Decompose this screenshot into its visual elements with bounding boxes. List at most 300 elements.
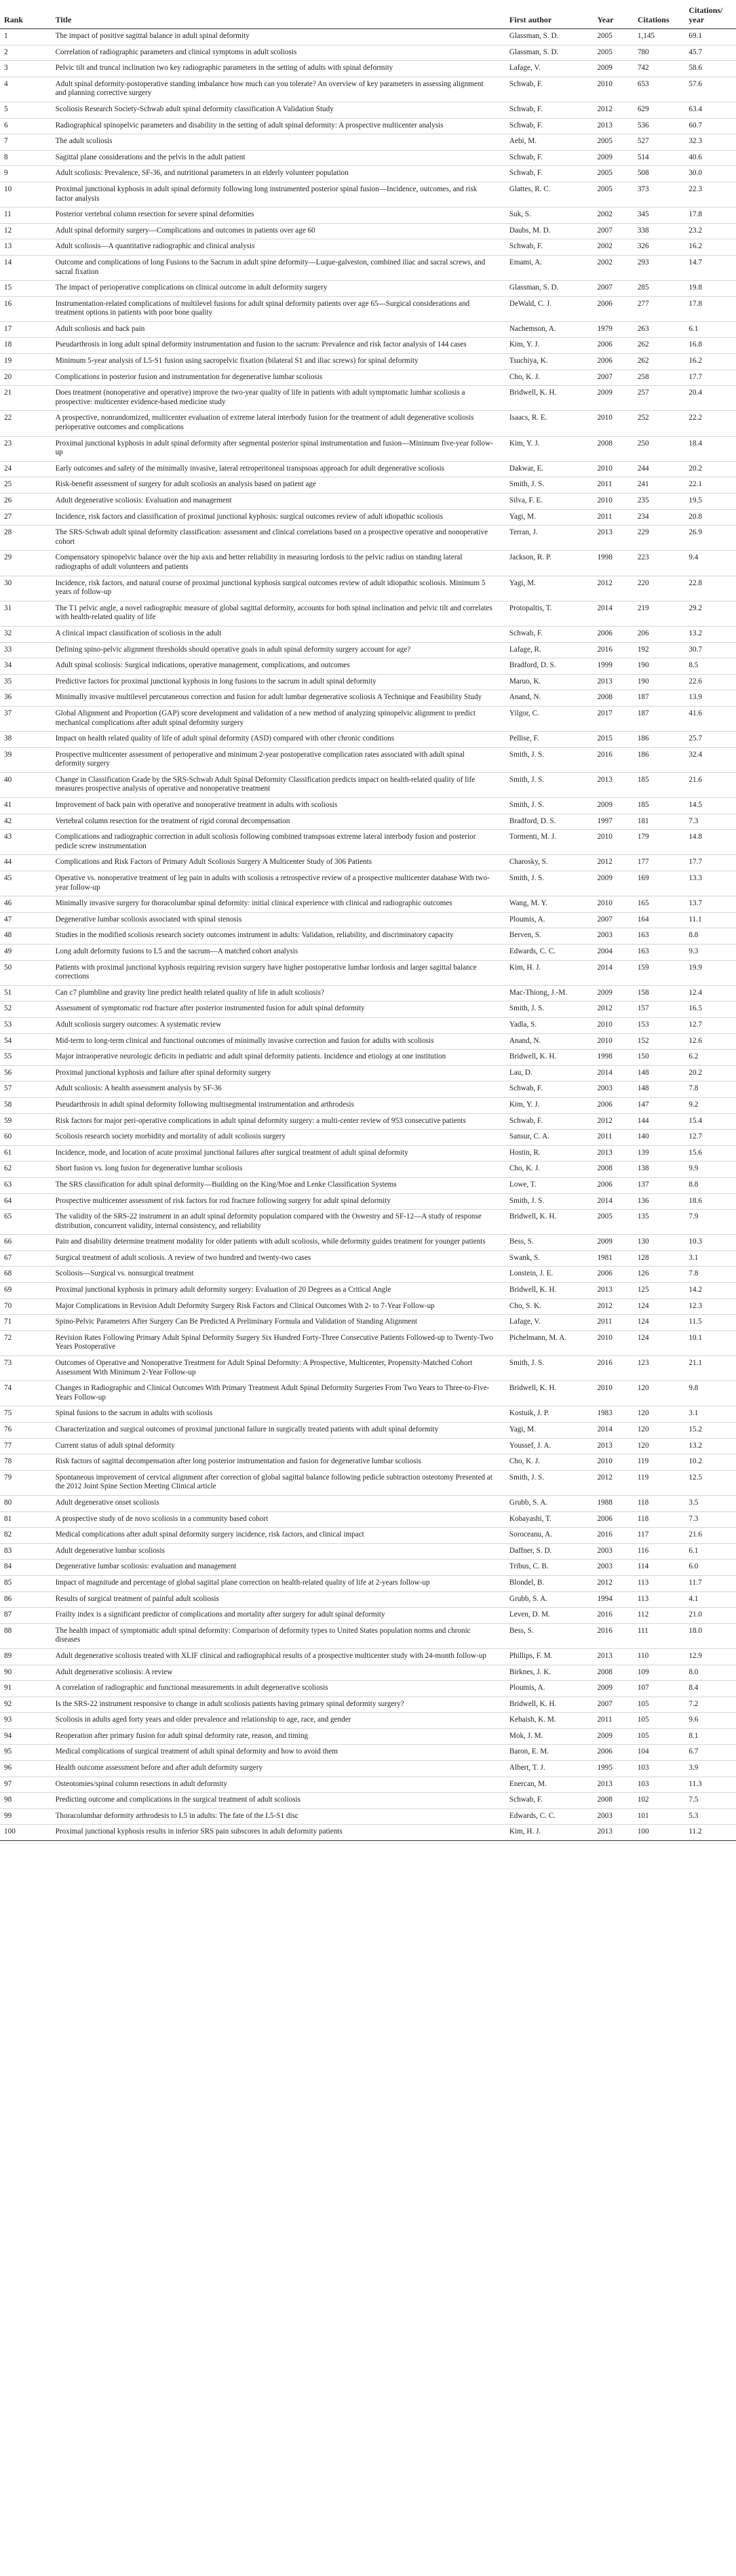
- table-row: [0, 182, 736, 207]
- title-cell: Health outcome assessment before and after adult deformity surgery: [52, 1761, 505, 1777]
- title-cell: Spontaneous improvement of cervical alignment after correction of global sagittal balance following pedicle subtraction osteotomy Presented at the 2012 Joint Spine Section Meeting Clinical article: [52, 1470, 505, 1495]
- citations-cell: 150: [634, 1050, 685, 1066]
- year-cell: 2012: [593, 855, 633, 871]
- title-cell: Adult spinal scoliosis: Surgical indications, operative management, complications, and outcomes: [52, 658, 505, 675]
- title-cell: Complications in posterior fusion and instrumentation for degenerative lumbar scoliosis: [52, 370, 505, 386]
- table-row: [0, 1113, 736, 1130]
- year-cell: 2003: [593, 1808, 633, 1825]
- table-row: [0, 1193, 736, 1210]
- first-author-cell: Glassman, S. D.: [505, 45, 594, 61]
- first-author-cell: Schwab, F.: [505, 150, 594, 166]
- first-author-cell: Lowe, T.: [505, 1177, 594, 1193]
- title-cell: Predictive factors for proximal junctional kyphosis in long fusions to the sacrum in adult spinal deformity: [52, 674, 505, 690]
- table-row: [0, 1162, 736, 1178]
- table-row: [0, 1097, 736, 1113]
- citations-cell: 119: [634, 1470, 685, 1495]
- year-cell: 2009: [593, 1681, 633, 1697]
- title-cell: Adult spinal deformity surgery—Complications and outcomes in patients over age 60: [52, 223, 505, 239]
- citations-per-year-cell: 14.2: [684, 1283, 736, 1299]
- rank-cell: 23: [0, 436, 52, 461]
- table-row: [0, 1250, 736, 1267]
- year-cell: 2008: [593, 436, 633, 461]
- table-row: [0, 732, 736, 748]
- year-cell: 2014: [593, 1423, 633, 1439]
- rank-cell: 68: [0, 1267, 52, 1283]
- year-cell: 2010: [593, 1330, 633, 1355]
- table-row: [0, 239, 736, 256]
- table-row: [0, 1330, 736, 1355]
- table-row: [0, 1470, 736, 1495]
- header-citations-per-year: Citations/ year: [684, 3, 736, 29]
- title-cell: A correlation of radiographic and functional measurements in adult degenerative scoliosis: [52, 1681, 505, 1697]
- citations-cell: 536: [634, 118, 685, 134]
- year-cell: 2008: [593, 1793, 633, 1809]
- title-cell: Risk-benefit assessment of surgery for adult scoliosis an analysis based on patient age: [52, 477, 505, 494]
- citations-cell: 102: [634, 1793, 685, 1809]
- citations-cell: 124: [634, 1330, 685, 1355]
- citations-per-year-cell: 3.1: [684, 1250, 736, 1267]
- citations-per-year-cell: 8.0: [684, 1665, 736, 1681]
- rank-cell: 15: [0, 281, 52, 297]
- citations-per-year-cell: 7.3: [684, 814, 736, 830]
- citations-cell: 190: [634, 658, 685, 675]
- citations-cell: 104: [634, 1745, 685, 1761]
- year-cell: 2014: [593, 601, 633, 626]
- first-author-cell: Lau, D.: [505, 1065, 594, 1082]
- rank-cell: 80: [0, 1495, 52, 1511]
- year-cell: 2005: [593, 29, 633, 45]
- citations-per-year-cell: 9.8: [684, 1381, 736, 1406]
- first-author-cell: Anand, N.: [505, 690, 594, 707]
- citations-cell: 234: [634, 509, 685, 526]
- citations-cell: 112: [634, 1608, 685, 1624]
- rank-cell: 22: [0, 411, 52, 436]
- year-cell: 2012: [593, 102, 633, 118]
- title-cell: Revision Rates Following Primary Adult Spinal Deformity Surgery Six Hundred Forty-Three Consecutive Patients Followed-up to Twenty-Two Years Postoperative: [52, 1330, 505, 1355]
- year-cell: 1979: [593, 321, 633, 338]
- year-cell: 2013: [593, 674, 633, 690]
- title-cell: Prospective multicenter assessment of risk factors for rod fracture following surgery for adult spinal deformity: [52, 1193, 505, 1210]
- first-author-cell: Lafage, V.: [505, 1315, 594, 1331]
- citations-per-year-cell: 10.2: [684, 1454, 736, 1471]
- year-cell: 2016: [593, 1608, 633, 1624]
- title-cell: Scoliosis in adults aged forty years and older prevalence and relationship to age, race, and gender: [52, 1713, 505, 1729]
- table-row: [0, 1283, 736, 1299]
- citations-per-year-cell: 7.8: [684, 1082, 736, 1098]
- rank-cell: 46: [0, 896, 52, 913]
- citations-per-year-cell: 57.6: [684, 77, 736, 102]
- table-row: [0, 1299, 736, 1315]
- title-cell: Pseudarthrosis in long adult spinal deformity instrumentation and fusion to the sacrum: Prevalence and risk factor analysis of 144 cases: [52, 338, 505, 354]
- rank-cell: 36: [0, 690, 52, 707]
- first-author-cell: Wang, M. Y.: [505, 896, 594, 913]
- title-cell: Characterization and surgical outcomes of proximal junctional failure in surgically treated patients with adult spinal deformity: [52, 1423, 505, 1439]
- rank-cell: 89: [0, 1648, 52, 1665]
- first-author-cell: Hostin, R.: [505, 1145, 594, 1162]
- first-author-cell: Smith, J. S.: [505, 1193, 594, 1210]
- citations-per-year-cell: 15.6: [684, 1145, 736, 1162]
- citations-per-year-cell: 17.7: [684, 370, 736, 386]
- title-cell: Short fusion vs. long fusion for degenerative lumbar scoliosis: [52, 1162, 505, 1178]
- rank-cell: 28: [0, 526, 52, 551]
- year-cell: 1994: [593, 1591, 633, 1608]
- citations-per-year-cell: 21.1: [684, 1356, 736, 1381]
- citations-cell: 117: [634, 1528, 685, 1544]
- title-cell: Medical complications of surgical treatment of adult spinal deformity and how to avoid them: [52, 1745, 505, 1761]
- year-cell: 1999: [593, 658, 633, 675]
- citations-cell: 119: [634, 1454, 685, 1471]
- year-cell: 2009: [593, 1728, 633, 1745]
- rank-cell: 11: [0, 207, 52, 224]
- title-cell: Impact on health related quality of life of adult spinal deformity (ASD) compared with other chronic conditions: [52, 732, 505, 748]
- title-cell: Scoliosis—Surgical vs. nonsurgical treatment: [52, 1267, 505, 1283]
- title-cell: Incidence, risk factors, and natural course of proximal junctional kyphosis surgical outcomes review of adult idiopathic scoliosis. Minimum 5 years of follow-up: [52, 576, 505, 601]
- rank-cell: 92: [0, 1697, 52, 1713]
- first-author-cell: Emami, A.: [505, 255, 594, 280]
- table-row: [0, 945, 736, 961]
- citations-per-year-cell: 19.8: [684, 281, 736, 297]
- title-cell: Prospective multicenter assessment of perioperative and minimum 2-year postoperative complication rates associated with adult spinal deformity surgery: [52, 747, 505, 772]
- citations-per-year-cell: 13.3: [684, 871, 736, 896]
- title-cell: Minimally invasive multilevel percutaneous correction and fusion for adult lumbar degenerative scoliosis A Technique and Feasibility Study: [52, 690, 505, 707]
- first-author-cell: Nachemson, A.: [505, 321, 594, 338]
- rank-cell: 85: [0, 1575, 52, 1591]
- rank-cell: 31: [0, 601, 52, 626]
- table-row: [0, 1575, 736, 1591]
- year-cell: 2002: [593, 207, 633, 224]
- citations-per-year-cell: 45.7: [684, 45, 736, 61]
- rank-cell: 95: [0, 1745, 52, 1761]
- year-cell: 2011: [593, 1130, 633, 1146]
- citations-per-year-cell: 8.4: [684, 1681, 736, 1697]
- year-cell: 2010: [593, 896, 633, 913]
- table-row: [0, 1082, 736, 1098]
- year-cell: 2013: [593, 1145, 633, 1162]
- first-author-cell: Schwab, F.: [505, 1113, 594, 1130]
- year-cell: 2005: [593, 1210, 633, 1235]
- year-cell: 2009: [593, 61, 633, 77]
- citations-cell: 653: [634, 77, 685, 102]
- year-cell: 2003: [593, 1560, 633, 1576]
- title-cell: Osteotomies/spinal column resections in adult deformity: [52, 1777, 505, 1793]
- year-cell: 1995: [593, 1761, 633, 1777]
- table-body: [0, 29, 736, 1841]
- first-author-cell: Schwab, F.: [505, 626, 594, 642]
- title-cell: Early outcomes and safety of the minimally invasive, lateral retroperitoneal transpsoas approach for adult degenerative scoliosis: [52, 461, 505, 477]
- title-cell: Proximal junctional kyphosis and failure after spinal deformity surgery: [52, 1065, 505, 1082]
- rank-cell: 6: [0, 118, 52, 134]
- title-cell: Posterior vertebral column resection for severe spinal deformities: [52, 207, 505, 224]
- title-cell: Can c7 plumbline and gravity line predict health related quality of life in adult scoliosis?: [52, 985, 505, 1002]
- first-author-cell: Tormenti, M. J.: [505, 830, 594, 855]
- citations-cell: 139: [634, 1145, 685, 1162]
- title-cell: The health impact of symptomatic adult spinal deformity: Comparison of deformity types to United States population norms and chronic diseases: [52, 1623, 505, 1648]
- title-cell: Proximal junctional kyphosis in adult spinal deformity after segmental posterior spinal instrumentation and fusion—Minimum five-year follow-up: [52, 436, 505, 461]
- table-row: [0, 1697, 736, 1713]
- table-row: [0, 1210, 736, 1235]
- first-author-cell: Soroceanu, A.: [505, 1528, 594, 1544]
- rank-cell: 79: [0, 1470, 52, 1495]
- year-cell: 2004: [593, 945, 633, 961]
- citations-cell: 345: [634, 207, 685, 224]
- citations-per-year-cell: 20.4: [684, 386, 736, 411]
- year-cell: 1998: [593, 551, 633, 576]
- citations-cell: 144: [634, 1113, 685, 1130]
- table-row: [0, 255, 736, 280]
- year-cell: 2006: [593, 1745, 633, 1761]
- first-author-cell: Bridwell, K. H.: [505, 386, 594, 411]
- citations-per-year-cell: 7.5: [684, 1793, 736, 1809]
- citations-cell: 148: [634, 1065, 685, 1082]
- citations-per-year-cell: 30.0: [684, 166, 736, 182]
- year-cell: 2013: [593, 1438, 633, 1454]
- rank-cell: 3: [0, 61, 52, 77]
- citations-cell: 153: [634, 1017, 685, 1033]
- first-author-cell: Cho, K. J.: [505, 370, 594, 386]
- rank-cell: 57: [0, 1082, 52, 1098]
- title-cell: Complications and radiographic correction in adult scoliosis following combined transpsoas extreme lateral interbody fusion and posterior pedicle screw instrumentation: [52, 830, 505, 855]
- table-row: [0, 461, 736, 477]
- citations-per-year-cell: 9.3: [684, 945, 736, 961]
- citations-cell: 219: [634, 601, 685, 626]
- title-cell: Current status of adult spinal deformity: [52, 1438, 505, 1454]
- year-cell: 2007: [593, 223, 633, 239]
- citations-per-year-cell: 32.3: [684, 134, 736, 151]
- citations-per-year-cell: 20.2: [684, 461, 736, 477]
- first-author-cell: Yilgor, C.: [505, 706, 594, 731]
- rank-cell: 9: [0, 166, 52, 182]
- title-cell: Does treatment (nonoperative and operative) improve the two-year quality of life in patients with adult symptomatic lumbar scoliosis a prospective: multicenter evidence-based medicine study: [52, 386, 505, 411]
- rank-cell: 25: [0, 477, 52, 494]
- table-row: [0, 551, 736, 576]
- rank-cell: 97: [0, 1777, 52, 1793]
- first-author-cell: Yadla, S.: [505, 1017, 594, 1033]
- year-cell: 2012: [593, 1470, 633, 1495]
- first-author-cell: Kim, Y. J.: [505, 436, 594, 461]
- rank-cell: 41: [0, 798, 52, 814]
- citations-cell: 158: [634, 985, 685, 1002]
- year-cell: 2013: [593, 772, 633, 797]
- title-cell: Impact of magnitude and percentage of global sagittal plane correction on health-related quality of life at 2-years follow-up: [52, 1575, 505, 1591]
- table-row: [0, 1528, 736, 1544]
- first-author-cell: Kostuik, J. P.: [505, 1406, 594, 1423]
- citations-per-year-cell: 22.3: [684, 182, 736, 207]
- first-author-cell: Grubb, S. A.: [505, 1495, 594, 1511]
- title-cell: Incidence, mode, and location of acute proximal junctional failures after surgical treatment of adult spinal deformity: [52, 1145, 505, 1162]
- title-cell: Adult degenerative scoliosis: A review: [52, 1665, 505, 1681]
- citations-per-year-cell: 14.8: [684, 830, 736, 855]
- table-row: [0, 747, 736, 772]
- header-row: [0, 3, 736, 29]
- title-cell: Adult degenerative scoliosis treated with XLIF clinical and radiographical results of a prospective multicenter study with 24-month follow-up: [52, 1648, 505, 1665]
- table-row: [0, 1017, 736, 1033]
- title-cell: Minimum 5-year analysis of L5-S1 fusion using sacropelvic fixation (bilateral S1 and iliac screws) for spinal deformity: [52, 354, 505, 370]
- rank-cell: 29: [0, 551, 52, 576]
- citations-cell: 293: [634, 255, 685, 280]
- table-row: [0, 526, 736, 551]
- first-author-cell: Smith, J. S.: [505, 477, 594, 494]
- year-cell: 2010: [593, 461, 633, 477]
- citations-per-year-cell: 21.0: [684, 1608, 736, 1624]
- citations-per-year-cell: 19.5: [684, 494, 736, 510]
- year-cell: 2013: [593, 1777, 633, 1793]
- year-cell: 2012: [593, 1002, 633, 1018]
- citations-cell: 118: [634, 1511, 685, 1528]
- citations-per-year-cell: 22.2: [684, 411, 736, 436]
- year-cell: 2016: [593, 1356, 633, 1381]
- citations-cell: 220: [634, 576, 685, 601]
- title-cell: Adult scoliosis: Prevalence, SF-36, and nutritional parameters in an elderly volunteer population: [52, 166, 505, 182]
- citations-cell: 148: [634, 1082, 685, 1098]
- year-cell: 2012: [593, 1113, 633, 1130]
- year-cell: 2010: [593, 1454, 633, 1471]
- citations-per-year-cell: 8.8: [684, 1177, 736, 1193]
- year-cell: 1988: [593, 1495, 633, 1511]
- rank-cell: 94: [0, 1728, 52, 1745]
- citations-cell: 137: [634, 1177, 685, 1193]
- table-row: [0, 1065, 736, 1082]
- title-cell: Long adult deformity fusions to L5 and the sacrum—A matched cohort analysis: [52, 945, 505, 961]
- rank-cell: 78: [0, 1454, 52, 1471]
- year-cell: 2010: [593, 1033, 633, 1050]
- title-cell: Improvement of back pain with operative and nonoperative treatment in adults with scoliosis: [52, 798, 505, 814]
- year-cell: 2002: [593, 239, 633, 256]
- citations-per-year-cell: 18.6: [684, 1193, 736, 1210]
- year-cell: 2006: [593, 338, 633, 354]
- rank-cell: 60: [0, 1130, 52, 1146]
- rank-cell: 82: [0, 1528, 52, 1544]
- title-cell: Studies in the modified scoliosis research society outcomes instrument in adults: Validation, reliability, and discriminatory capacity: [52, 928, 505, 945]
- citations-cell: 163: [634, 945, 685, 961]
- title-cell: Results of surgical treatment of painful adult scoliosis: [52, 1591, 505, 1608]
- table-row: [0, 1130, 736, 1146]
- first-author-cell: Suk, S.: [505, 207, 594, 224]
- first-author-cell: Sansur, C. A.: [505, 1130, 594, 1146]
- citations-cell: 186: [634, 732, 685, 748]
- title-cell: Thoracolumbar deformity arthrodesis to L5 in adults: The fate of the L5-S1 disc: [52, 1808, 505, 1825]
- citations-per-year-cell: 69.1: [684, 29, 736, 45]
- title-cell: Adult degenerative onset scoliosis: [52, 1495, 505, 1511]
- year-cell: 1997: [593, 814, 633, 830]
- citations-cell: 103: [634, 1761, 685, 1777]
- citations-per-year-cell: 60.7: [684, 118, 736, 134]
- title-cell: Degenerative lumbar scoliosis: evaluation and management: [52, 1560, 505, 1576]
- header-citations: Citations: [634, 3, 685, 29]
- citations-per-year-cell: 8.8: [684, 928, 736, 945]
- first-author-cell: Bridwell, K. H.: [505, 1050, 594, 1066]
- title-cell: Risk factors for major peri-operative complications in adult spinal deformity surgery: a multi-center review of 953 consecutive patients: [52, 1113, 505, 1130]
- citations-per-year-cell: 18.0: [684, 1623, 736, 1648]
- rank-cell: 48: [0, 928, 52, 945]
- first-author-cell: Bess, S.: [505, 1235, 594, 1251]
- table-row: [0, 45, 736, 61]
- citations-per-year-cell: 17.8: [684, 296, 736, 321]
- rank-cell: 12: [0, 223, 52, 239]
- table-row: [0, 601, 736, 626]
- title-cell: Global Alignment and Proportion (GAP) score development and validation of a new method of analyzing spinopelvic alignment to predict mechanical complications after adult spinal deformity surgery: [52, 706, 505, 731]
- year-cell: 2016: [593, 747, 633, 772]
- rank-cell: 21: [0, 386, 52, 411]
- title-cell: Medical complications after adult spinal deformity surgery incidence, risk factors, and clinical impact: [52, 1528, 505, 1544]
- year-cell: 2011: [593, 509, 633, 526]
- citations-per-year-cell: 6.1: [684, 321, 736, 338]
- first-author-cell: Isaacs, R. E.: [505, 411, 594, 436]
- year-cell: 2009: [593, 798, 633, 814]
- first-author-cell: Phillips, F. M.: [505, 1648, 594, 1665]
- table-row: [0, 1543, 736, 1560]
- title-cell: Pelvic tilt and truncal inclination two key radiographic parameters in the setting of adults with spinal deformity: [52, 61, 505, 77]
- first-author-cell: Kim, H. J.: [505, 1825, 594, 1841]
- title-cell: Spino-Pelvic Parameters After Surgery Can Be Predicted A Preliminary Formula and Validation of Standing Alignment: [52, 1315, 505, 1331]
- table-row: [0, 1267, 736, 1283]
- first-author-cell: Glassman, S. D.: [505, 281, 594, 297]
- table-row: [0, 1381, 736, 1406]
- year-cell: 2005: [593, 182, 633, 207]
- table-row: [0, 1145, 736, 1162]
- title-cell: Mid-term to long-term clinical and functional outcomes of minimally invasive correction and fusion for adults with scoliosis: [52, 1033, 505, 1050]
- first-author-cell: Smith, J. S.: [505, 1470, 594, 1495]
- table-row: [0, 912, 736, 928]
- rank-cell: 91: [0, 1681, 52, 1697]
- citations-cell: 113: [634, 1575, 685, 1591]
- citations-per-year-cell: 6.0: [684, 1560, 736, 1576]
- table-row: [0, 658, 736, 675]
- citations-cell: 1,145: [634, 29, 685, 45]
- first-author-cell: Terran, J.: [505, 526, 594, 551]
- rank-cell: 49: [0, 945, 52, 961]
- title-cell: Predicting outcome and complications in the surgical treatment of adult scoliosis: [52, 1793, 505, 1809]
- year-cell: 2015: [593, 732, 633, 748]
- rank-cell: 52: [0, 1002, 52, 1018]
- citations-cell: 206: [634, 626, 685, 642]
- table-row: [0, 642, 736, 658]
- citations-cell: 177: [634, 855, 685, 871]
- citations-per-year-cell: 63.4: [684, 102, 736, 118]
- table-row: [0, 134, 736, 151]
- table-row: [0, 354, 736, 370]
- table-row: [0, 370, 736, 386]
- table-row: [0, 1761, 736, 1777]
- citations-cell: 508: [634, 166, 685, 182]
- table-row: [0, 150, 736, 166]
- rank-cell: 5: [0, 102, 52, 118]
- year-cell: 2007: [593, 1697, 633, 1713]
- table-row: [0, 871, 736, 896]
- table-row: [0, 281, 736, 297]
- citations-cell: 277: [634, 296, 685, 321]
- citations-cell: 105: [634, 1697, 685, 1713]
- citations-cell: 179: [634, 830, 685, 855]
- year-cell: 2008: [593, 690, 633, 707]
- rank-cell: 64: [0, 1193, 52, 1210]
- citations-per-year-cell: 7.3: [684, 1511, 736, 1528]
- first-author-cell: DeWald, C. J.: [505, 296, 594, 321]
- year-cell: 2005: [593, 134, 633, 151]
- rank-cell: 72: [0, 1330, 52, 1355]
- citations-cell: 241: [634, 477, 685, 494]
- citations-per-year-cell: 5.3: [684, 1808, 736, 1825]
- title-cell: The impact of positive sagittal balance in adult spinal deformity: [52, 29, 505, 45]
- first-author-cell: Tsuchiya, K.: [505, 354, 594, 370]
- citations-per-year-cell: 3.1: [684, 1406, 736, 1423]
- table-row: [0, 1495, 736, 1511]
- citations-per-year-cell: 12.3: [684, 1299, 736, 1315]
- citations-cell: 186: [634, 747, 685, 772]
- rank-cell: 84: [0, 1560, 52, 1576]
- citations-per-year-cell: 20.8: [684, 509, 736, 526]
- citations-cell: 120: [634, 1438, 685, 1454]
- first-author-cell: Yagi, M.: [505, 509, 594, 526]
